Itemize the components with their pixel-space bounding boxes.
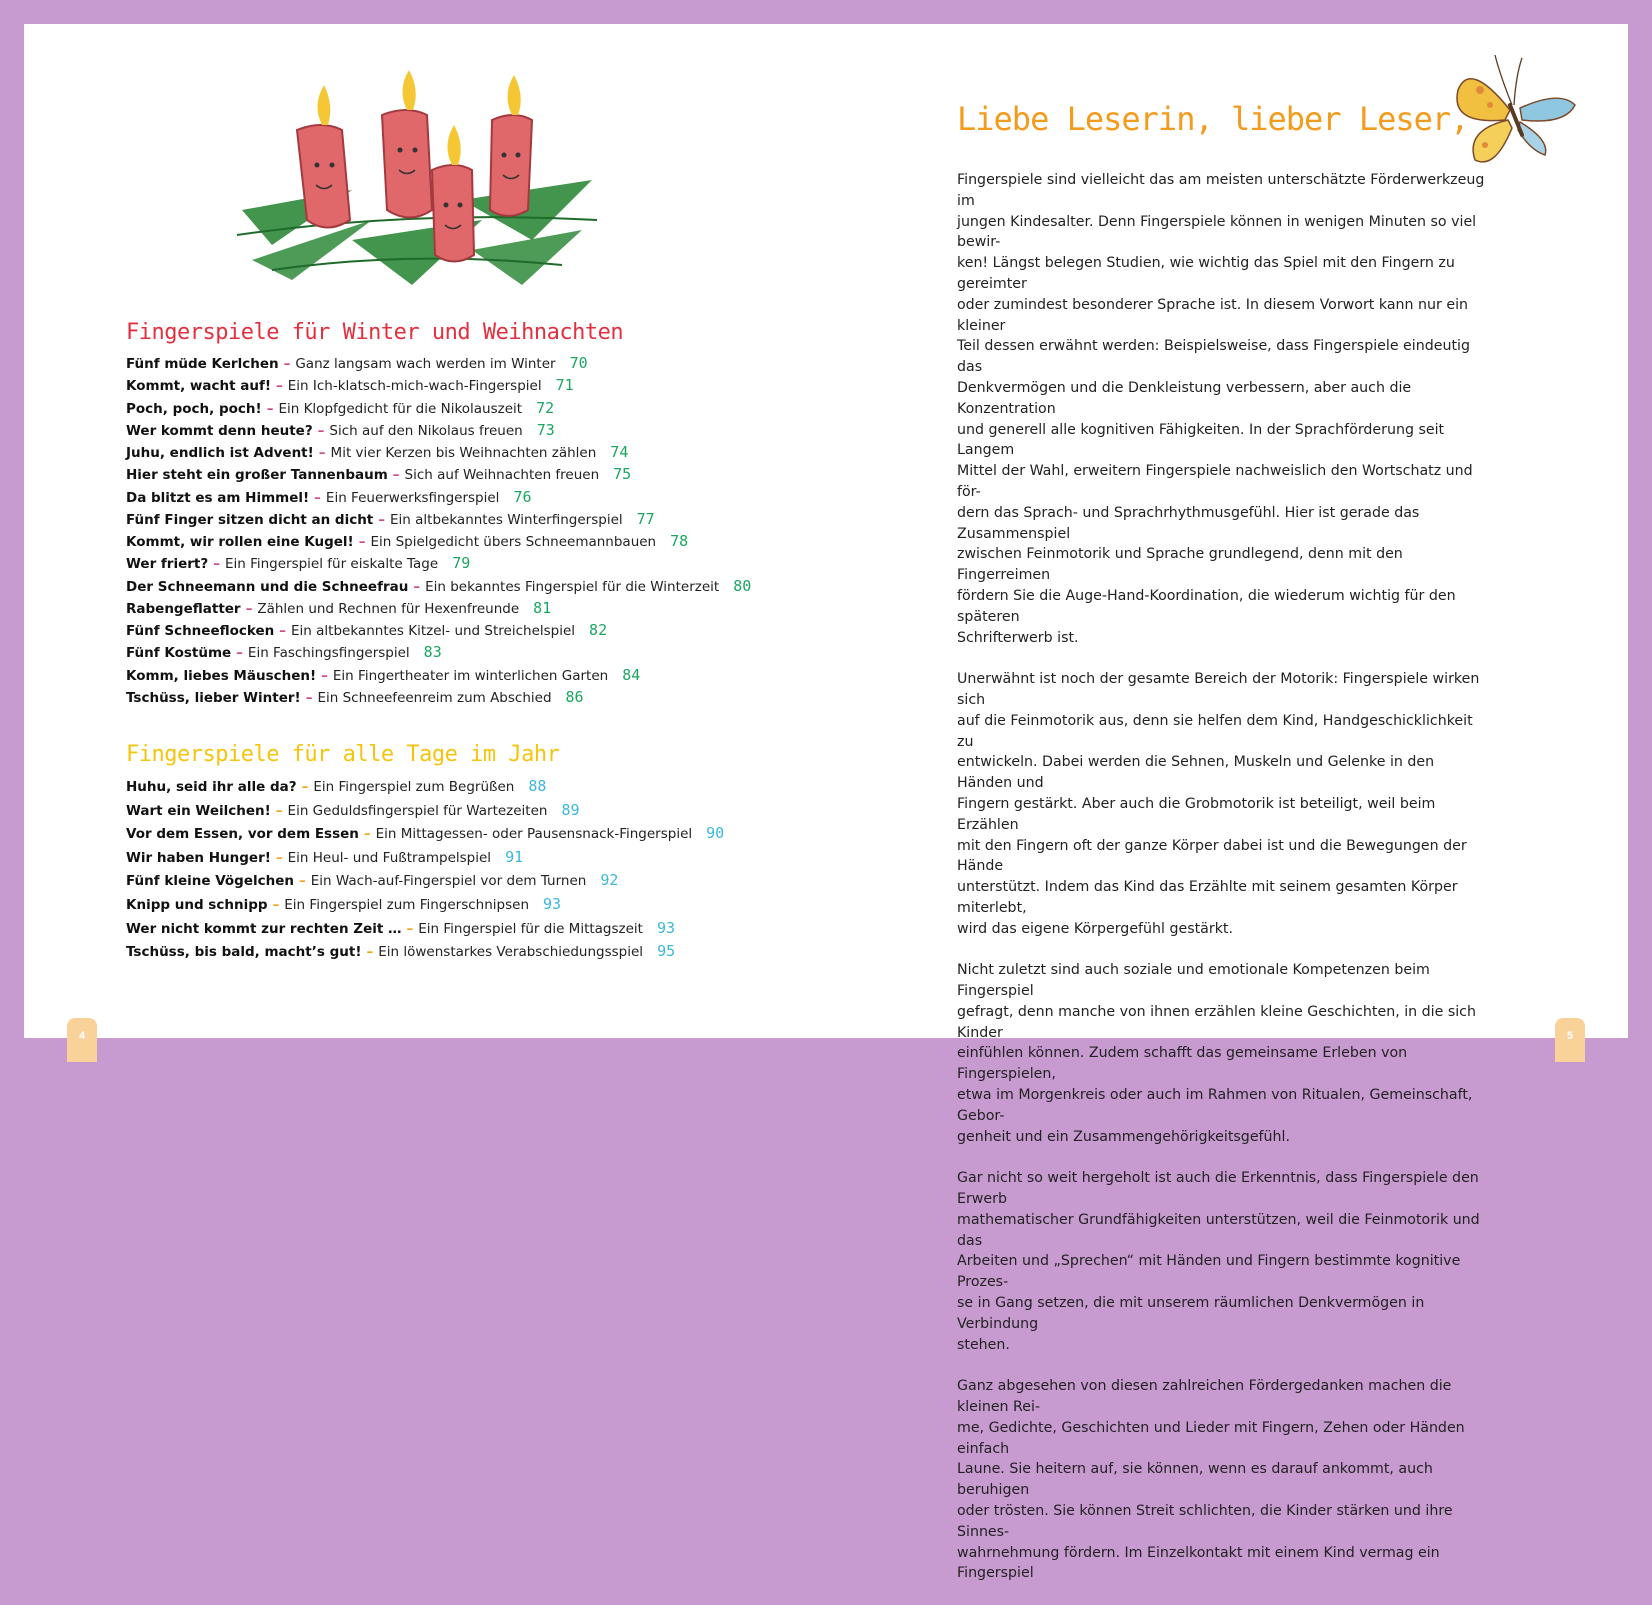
- page-number: 70: [569, 354, 588, 372]
- page-number: 90: [706, 824, 725, 843]
- toc-entry[interactable]: Wer kommt denn heute? – Sich auf den Nikolaus freuen 73: [126, 420, 555, 439]
- page-number: 93: [656, 918, 676, 937]
- toc-entry[interactable]: Komm, liebes Mäuschen! – Ein Fingertheater im winterlichen Garten 84: [126, 665, 641, 684]
- page-number: 71: [555, 376, 574, 395]
- toc-entry[interactable]: Fünf Schneeflocken – Ein altbekanntes Kitzel- und Streichelspiel 82: [126, 621, 608, 639]
- section-title-all-days: Fingerspiele für alle Tage im Jahr: [126, 742, 560, 767]
- page-number: 80: [733, 576, 752, 595]
- toc-entry[interactable]: Da blitzt es am Himmel! – Ein Feuerwerksfingerspiel 76: [126, 487, 532, 506]
- page-number: 78: [670, 532, 689, 550]
- paragraph: Fingerspiele sind vielleicht das am meisten unterschätzte Förderwerkzeug im jungen Kindesalter. Denn Fingerspiele können in wenigen Minuten so viel bewir- ken! Längst belegen Studien, wie wichtig das Spiel mit den Fingern zu gereimter oder zumindest besonderer Sprache ist. In diesem Vorwort kann nur ein kleiner Teil dessen erwähnt werden: Beispielsweise, dass Fingerspiele eindeutig das Denkvermögen und die Denkleistung verbessern, aber auch die Konzentration und generell alle kognitiven Fähigkeiten. In der Sprachförderung seit Langem Mittel der Wahl, erweitern Fingerspiele nachweislich den Wortschatz und för- dern das Sprach- und Sprachrhythmusgefühl. Hier ist gerade das Zusammenspiel zwischen Feinmotorik und Sprache grundlegend, denn mit den Fingerreimen fördern Sie die Auge-Hand-Koordination, die wiederum wichtig für den späteren Schrifterwerb ist.: [957, 172, 1485, 646]
- toc-entry[interactable]: Fünf Kostüme – Ein Faschingsfingerspiel 83: [126, 643, 442, 662]
- toc-entry[interactable]: Vor dem Essen, vor dem Essen – Ein Mittagessen- oder Pausensnack-Fingerspiel 90: [126, 824, 725, 843]
- paragraph: Nicht zuletzt sind auch soziale und emotionale Kompetenzen beim Fingerspiel gefragt, denn manche von ihnen erzählen kleine Geschichten, in die sich Kinder einfühlen können. Zudem schafft das gemeinsame Erleben von Fingerspielen, etwa im Morgenkreis oder auch im Rahmen von Ritualen, Gemeinschaft, Gebor- genheit und ein Zusammengehörigkeitsgefühl.: [957, 962, 1476, 1145]
- page-number: 77: [636, 509, 655, 528]
- page-number: 86: [565, 687, 584, 706]
- page-number: 92: [600, 871, 619, 890]
- page-number: 83: [423, 643, 442, 662]
- foreword-body: [957, 170, 1487, 1605]
- toc-entry[interactable]: Poch, poch, poch! – Ein Klopfgedicht für die Nikolauszeit 72: [126, 398, 555, 417]
- paragraph: Gar nicht so weit hergeholt ist auch die Erkenntnis, dass Fingerspiele den Erwerb mathematischer Grundfähigkeiten unterstützen, weil die Feinmotorik und das Arbeiten und „Sprechen“ mit Händen und Fingern bestimmte kognitive Prozes- se in Gang setzen, die mit unserem räumlichen Denkvermögen in Verbindung stehen.: [957, 1170, 1480, 1353]
- toc-entry[interactable]: Hier steht ein großer Tannenbaum – Sich auf Weihnachten freuen 75: [126, 465, 632, 484]
- toc-entry[interactable]: Wer friert? – Ein Fingerspiel für eiskalte Tage 79: [126, 554, 471, 573]
- toc-entry[interactable]: Tschüss, lieber Winter! – Ein Schneefeenreim zum Abschied 86: [126, 687, 584, 706]
- page-number: 95: [657, 942, 676, 961]
- page-number-right: 5: [1555, 1018, 1585, 1062]
- butterfly-illustration: [1450, 50, 1580, 170]
- page-number: 89: [561, 800, 580, 819]
- toc-entry[interactable]: Rabengeflatter – Zählen und Rechnen für Hexenfreunde 81: [126, 598, 552, 617]
- toc-entry[interactable]: Kommt, wir rollen eine Kugel! – Ein Spielgedicht übers Schneemannbauen 78: [126, 532, 689, 550]
- advent-candles-illustration: [232, 70, 602, 300]
- page-number: 88: [528, 777, 547, 795]
- paragraph: Ganz abgesehen von diesen zahlreichen Fördergedanken machen die kleinen Rei- me, Gedichte, Geschichten und Lieder mit Fingern, Zehen oder Händen einfach Laune. Sie heitern auf, sie können, wenn es darauf ankommt, auch beruhigen oder trösten. Sie können Streit schlichten, die Kinder stärken und ihre Sinnes- wahrnehmung fördern. Im Einzelkontakt mit einem Kind vermag ein Fingerspiel: [957, 1378, 1465, 1582]
- toc-entry[interactable]: Wer nicht kommt zur rechten Zeit … – Ein Fingerspiel für die Mittagszeit 93: [126, 918, 676, 937]
- page-number: 76: [513, 487, 532, 506]
- toc-entry[interactable]: Tschüss, bis bald, macht’s gut! – Ein löwenstarkes Verabschiedungsspiel 95: [126, 942, 676, 961]
- page-number: 79: [452, 554, 471, 573]
- toc-entry[interactable]: Kommt, wacht auf! – Ein Ich-klatsch-mich-wach-Fingerspiel 71: [126, 376, 574, 395]
- foreword-heading: Liebe Leserin, lieber Leser,: [957, 100, 1469, 138]
- toc-entry[interactable]: Wir haben Hunger! – Ein Heul- und Fußtrampelspiel 91: [126, 847, 524, 866]
- toc-all-days-list: [126, 777, 826, 966]
- page-number: 93: [543, 894, 562, 913]
- page-number: 82: [589, 621, 608, 639]
- toc-entry[interactable]: Fünf Finger sitzen dicht an dicht – Ein altbekanntes Winterfingerspiel 77: [126, 509, 655, 528]
- page-number: 84: [622, 665, 641, 684]
- toc-entry[interactable]: Fünf kleine Vögelchen – Ein Wach-auf-Fingerspiel vor dem Turnen 92: [126, 871, 619, 890]
- toc-entry[interactable]: Juhu, endlich ist Advent! – Mit vier Kerzen bis Weihnachten zählen 74: [126, 443, 629, 461]
- page-number-left: 4: [67, 1018, 97, 1062]
- page-number: 73: [536, 420, 555, 439]
- paragraph: Unerwähnt ist noch der gesamte Bereich der Motorik: Fingerspiele wirken sich auf die Feinmotorik aus, denn sie helfen dem Kind, Handgeschicklichkeit zu entwickeln. Dabei werden die Sehnen, Muskeln und Gelenke in den Händen und Fingern gestärkt. Aber auch die Grobmotorik ist beteiligt, weil beim Erzählen mit den Fingern oft der ganze Körper dabei ist und die Bewegungen der Hände unterstützt. Indem das Kind das Erzählte mit seinem gesamten Körper miterlebt, wird das eigene Körpergefühl gestärkt.: [957, 671, 1480, 937]
- page-number: 81: [533, 598, 552, 617]
- page-number: 72: [536, 398, 555, 417]
- toc-entry[interactable]: Huhu, seid ihr alle da? – Ein Fingerspiel zum Begrüßen 88: [126, 777, 547, 795]
- toc-entry[interactable]: Der Schneemann und die Schneefrau – Ein bekanntes Fingerspiel für die Winterzeit 80: [126, 576, 752, 595]
- section-title-winter: Fingerspiele für Winter und Weihnachten: [126, 320, 624, 345]
- page-number: 75: [613, 465, 632, 484]
- toc-winter-list: [126, 354, 826, 710]
- toc-entry[interactable]: Knipp und schnipp – Ein Fingerspiel zum Fingerschnipsen 93: [126, 894, 562, 913]
- toc-entry[interactable]: Wart ein Weilchen! – Ein Geduldsfingerspiel für Wartezeiten 89: [126, 800, 580, 819]
- page-number: 91: [505, 847, 524, 866]
- toc-entry[interactable]: Fünf müde Kerlchen – Ganz langsam wach werden im Winter 70: [126, 354, 588, 372]
- page-number: 74: [610, 443, 629, 461]
